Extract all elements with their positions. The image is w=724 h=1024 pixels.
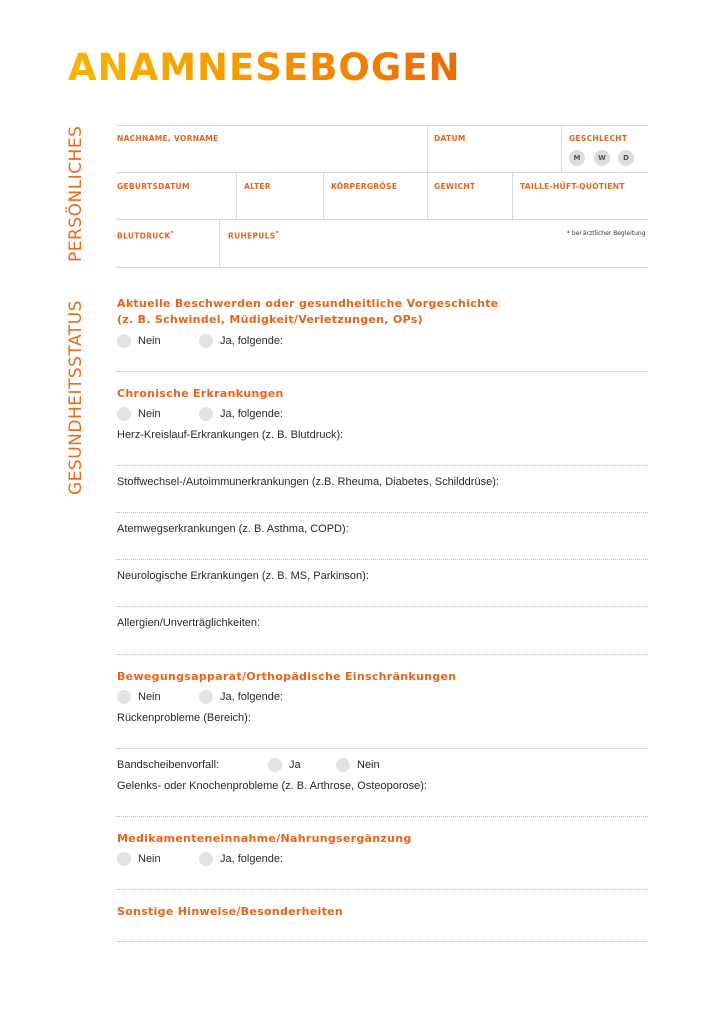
radio-label-yes: Ja, folgende: [220, 335, 283, 347]
name-field[interactable] [117, 134, 219, 143]
answer-line-joints[interactable] [116, 816, 648, 817]
age-field[interactable] [244, 182, 271, 191]
side-label-health: GESUNDHEITSSTATUS [66, 300, 86, 495]
radio-label-yes: Ja, folgende: [220, 853, 283, 865]
grid-line [116, 172, 648, 173]
answer-line-meds[interactable] [116, 889, 648, 890]
birthdate-field[interactable] [117, 182, 190, 191]
section-heading-current: Aktuelle Beschwerden oder gesundheitliche Vorgeschichte [117, 297, 499, 310]
radio-label-no: Nein [138, 853, 161, 865]
doctor-note: * bei ärztlicher Begleitung [567, 230, 646, 237]
page-title: ANAMNESEBOGEN [68, 46, 461, 89]
date-field[interactable] [434, 134, 466, 143]
name-label: NACHNAME, VORNAME [117, 134, 219, 143]
answer-line-back[interactable] [116, 748, 648, 749]
item-cardiovascular: Herz-Kreislauf-Erkrankungen (z. B. Blutdruck): [117, 429, 344, 441]
radio-label-no: Nein [138, 691, 161, 703]
answer-line-allergies[interactable] [116, 654, 648, 655]
section-heading-meds: Medikamenteneinnahme/Nahrungsergänzung [117, 832, 412, 845]
gender-option-w[interactable]: W [594, 150, 610, 166]
grid-line [116, 267, 648, 268]
radio-disc-no[interactable] [336, 758, 350, 772]
side-label-personal: PERSÖNLICHES [66, 125, 86, 262]
radio-label-disc-no: Nein [357, 759, 380, 771]
radio-label-yes: Ja, folgende: [220, 408, 283, 420]
radio-ortho-yes[interactable] [199, 690, 213, 704]
item-back: Rückenprobleme (Bereich): [117, 712, 251, 724]
asterisk: * [170, 230, 174, 237]
grid-divider [561, 126, 562, 172]
gender-option-m[interactable]: M [569, 150, 585, 166]
item-joints: Gelenks- oder Knochenprobleme (z. B. Arthrose, Osteoporose): [117, 780, 427, 792]
item-disc: Bandscheibenvorfall: [117, 759, 220, 771]
section-heading-chronic: Chronische Erkrankungen [117, 387, 284, 400]
gender-label: GESCHLECHT [569, 134, 628, 143]
answer-line-metabolic[interactable] [116, 512, 648, 513]
answer-line-cardiovascular[interactable] [116, 465, 648, 466]
grid-divider [236, 173, 237, 219]
radio-label-yes: Ja, folgende: [220, 691, 283, 703]
item-allergies: Allergien/Unverträglichkeiten: [117, 617, 261, 629]
gender-option-d[interactable]: D [618, 150, 634, 166]
section-heading-other: Sonstige Hinweise/Besonderheiten [117, 905, 344, 918]
radio-meds-no[interactable] [117, 852, 131, 866]
radio-label-no: Nein [138, 335, 161, 347]
blood-pressure-field[interactable] [117, 230, 174, 241]
weight-label: GEWICHT [434, 182, 476, 191]
height-field[interactable] [331, 182, 397, 191]
whr-field[interactable] [520, 182, 625, 191]
item-neurological: Neurologische Erkrankungen (z. B. MS, Parkinson): [117, 570, 369, 582]
grid-divider [512, 173, 513, 219]
radio-current-no[interactable] [117, 334, 131, 348]
resting-pulse-field[interactable] [228, 230, 279, 241]
grid-line [116, 219, 648, 220]
bp-label: BLUTDRUCK [117, 231, 171, 241]
grid-divider [427, 126, 428, 219]
radio-label-disc-yes: Ja [289, 759, 301, 771]
asterisk: * [275, 230, 279, 237]
radio-current-yes[interactable] [199, 334, 213, 348]
radio-label-no: Nein [138, 408, 161, 420]
radio-chronic-yes[interactable] [199, 407, 213, 421]
item-metabolic: Stoffwechsel-/Autoimmunerkrankungen (z.B. Rheuma, Diabetes, Schilddrüse): [117, 476, 499, 488]
answer-line-respiratory[interactable] [116, 559, 648, 560]
radio-disc-yes[interactable] [268, 758, 282, 772]
weight-field[interactable] [434, 182, 475, 191]
birthdate-label: GEBURTSDATUM [117, 182, 190, 191]
radio-chronic-no[interactable] [117, 407, 131, 421]
age-label: ALTER [244, 182, 271, 191]
height-label: KÖRPERGRÖSE [331, 182, 398, 191]
radio-ortho-no[interactable] [117, 690, 131, 704]
grid-line [116, 125, 648, 126]
grid-divider [219, 220, 220, 267]
item-respiratory: Atemwegserkrankungen (z. B. Asthma, COPD): [117, 523, 349, 535]
date-label: DATUM [434, 134, 466, 143]
pulse-label: RUHEPULS [228, 231, 276, 241]
whr-label: TAILLE-HÜFT-QUOTIENT [520, 182, 625, 191]
answer-line-neurological[interactable] [116, 606, 648, 607]
section-heading-ortho: Bewegungsapparat/Orthopädische Einschränkungen [117, 670, 457, 683]
grid-divider [323, 173, 324, 219]
answer-line-current[interactable] [116, 371, 648, 372]
radio-meds-yes[interactable] [199, 852, 213, 866]
answer-line-other[interactable] [116, 941, 648, 942]
section-subheading-current: (z. B. Schwindel, Müdigkeit/Verletzungen, OPs) [117, 313, 423, 326]
